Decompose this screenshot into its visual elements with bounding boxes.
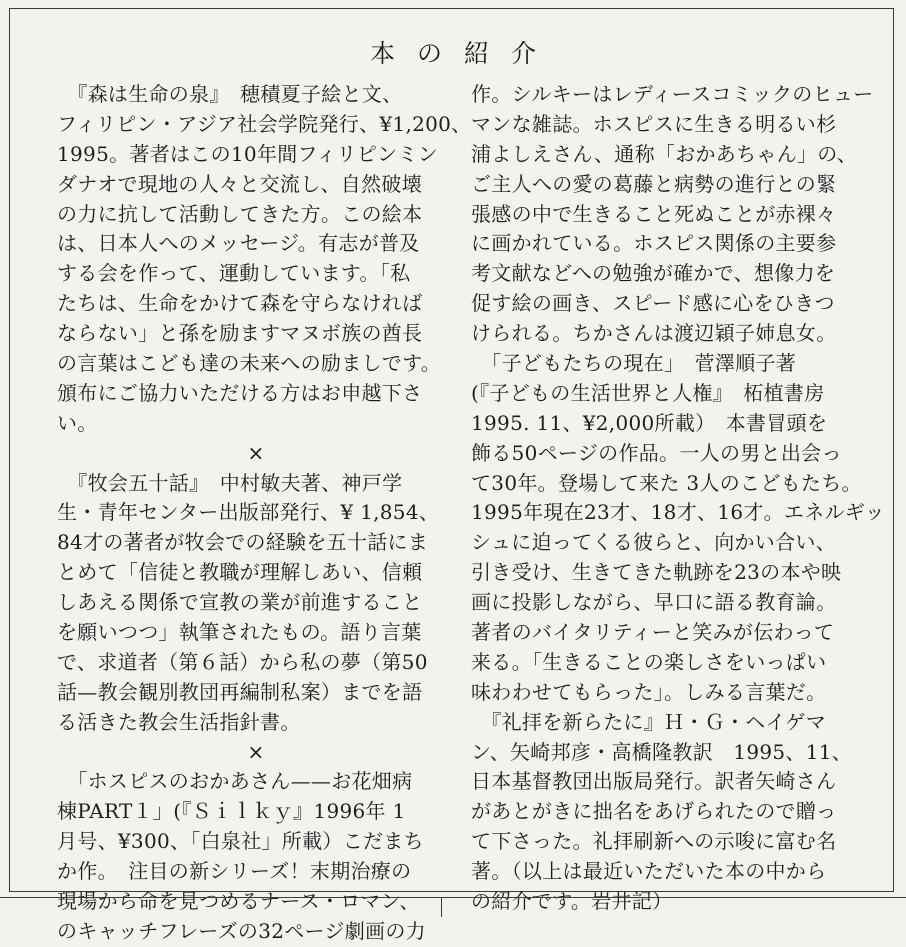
text-line: 張感の中で生きること死ぬことが赤裸々	[471, 201, 837, 226]
text-line: で、求道者（第６話）から私の夢（第50	[57, 649, 428, 674]
text-line: フィリピン・アジア社会学院発行、¥1,200、	[57, 111, 472, 136]
text-line: ご主人への愛の葛藤と病勢の進行との緊	[471, 171, 837, 196]
left-column	[57, 80, 472, 947]
text-line: 作。シルキーはレディースコミックのヒュー	[471, 82, 874, 106]
text-line: 促す絵の画き、スピード感に心をひきつ	[471, 291, 835, 316]
text-line: のキャッチフレーズの32ページ劇画の力	[57, 918, 426, 943]
text-line: の言葉はこども達の未来への励ましです。	[57, 351, 442, 376]
text-line: 1995。著者はこの10年間フィリピンミン	[57, 141, 439, 166]
text-line: い。	[57, 410, 98, 435]
text-line: マンな雑誌。ホスピスに生きる明るい杉	[471, 111, 837, 136]
text-line: 話—教会観別教団再編制私案）までを語	[57, 679, 423, 704]
text-line: ダナオで現地の人々と交流し、自然破壊	[57, 171, 422, 196]
text-line: 浦よしえさん、通称「おかあちゃん」の、	[471, 141, 858, 166]
text-line: けられる。ちかさんは渡辺穎子姉息女。	[471, 321, 837, 346]
text-line: 画に投影しながら、早口に語る教育論。	[471, 590, 837, 615]
text-line: シュに迫ってくる彼らと、向かい合い、	[471, 530, 836, 555]
text-line: て下さった。礼拝刷新への示唆に富む名	[471, 829, 837, 854]
text-line: 月号、¥300、「白泉社」所載）こだまち	[57, 829, 424, 854]
text-line: 84才の著者が牧会での経験を五十話にま	[57, 530, 429, 555]
text-line: とめて「信徒と教職が理解しあい、信頼	[57, 560, 423, 585]
text-line: 飾る50ページの作品。一人の男と出会っ	[471, 440, 842, 465]
text-line: 著者のバイタリティーと笑みが伝わって	[471, 620, 835, 645]
text-line: ン、矢崎邦彦・高橋隆教訳 1995、11、	[471, 739, 853, 764]
section-separator: ×	[247, 440, 265, 465]
text-line: る活きた教会生活指針書。	[57, 709, 301, 734]
text-line: 『森は生命の泉』 穂積夏子絵と文、	[57, 82, 403, 106]
text-line: の紹介です。岩井記）	[471, 889, 673, 914]
text-line: 1995. 11、¥2,000所載） 本書冒頭を	[471, 410, 828, 435]
text-line: ならない」と孫を励ますマヌボ族の酋長	[57, 321, 423, 346]
text-line: (『子どもの生活世界と人権』 柘植書房	[471, 380, 825, 405]
text-line: 『礼拝を新らたに』Ｈ・Ｇ・ヘイゲマ	[471, 709, 826, 734]
text-line: 来る。「生きることの楽しさをいっぱい	[471, 649, 827, 674]
text-line: 「子どもたちの現在」 菅澤順子著	[471, 351, 797, 376]
text-line: は、日本人へのメッセージ。有志が普及	[57, 231, 420, 256]
text-line: か作。 注目の新シリーズ！末期治療の	[57, 859, 412, 884]
text-line: たちは、生命をかけて森を守らなければ	[57, 291, 423, 316]
text-line: 『牧会五十話』 中村敏夫著、神戸学	[57, 470, 403, 495]
text-line: 現場から命を見つめるナース・ロマン、	[57, 889, 420, 914]
text-line: があとがきに拙名をあげられたので贈っ	[471, 799, 837, 824]
text-line: 生・青年センター出版部発行、¥ 1,854、	[57, 500, 440, 525]
text-line: 引き受け、生きてきた軌跡を23の本や映	[471, 560, 842, 585]
text-line: 頒布にご協力いただける方はお申越下さ	[57, 380, 423, 405]
bottom-rule	[0, 897, 906, 898]
text-line: 味わわせてもらった」。しみる言葉だ。	[471, 679, 827, 704]
text-line: しあえる関係で宣教の業が前進すること	[57, 590, 423, 615]
text-line: 1995年現在23才、18才、16才。エネルギッ	[471, 500, 886, 525]
bottom-column-divider	[441, 897, 442, 917]
text-line: を願いつつ」執筆されたもの。語り言葉	[57, 620, 422, 645]
text-line: 考文献などへの勉強が確かで、想像力を	[471, 261, 836, 286]
text-line: する会を作って、運動しています。「私	[57, 261, 411, 286]
right-column	[471, 80, 886, 917]
text-line: に画かれている。ホスピス関係の主要参	[471, 231, 837, 256]
article-title: 本の紹介	[369, 39, 558, 68]
text-line: 「ホスピスのおかあさん——お花畑病	[57, 769, 413, 794]
text-line: 棟PART１」(『Ｓｉｌｋｙ』1996年 1	[57, 799, 406, 824]
text-line: 日本基督教団出版局発行。訳者矢崎さん	[471, 769, 837, 794]
text-line: の力に抗して活動してきた方。この絵本	[57, 201, 423, 226]
section-separator: ×	[247, 739, 265, 764]
text-line: 著。（以上は最近いただいた本の中から	[471, 859, 827, 884]
text-line: て30年。登場して来た 3人のこどもたち。	[471, 470, 862, 495]
